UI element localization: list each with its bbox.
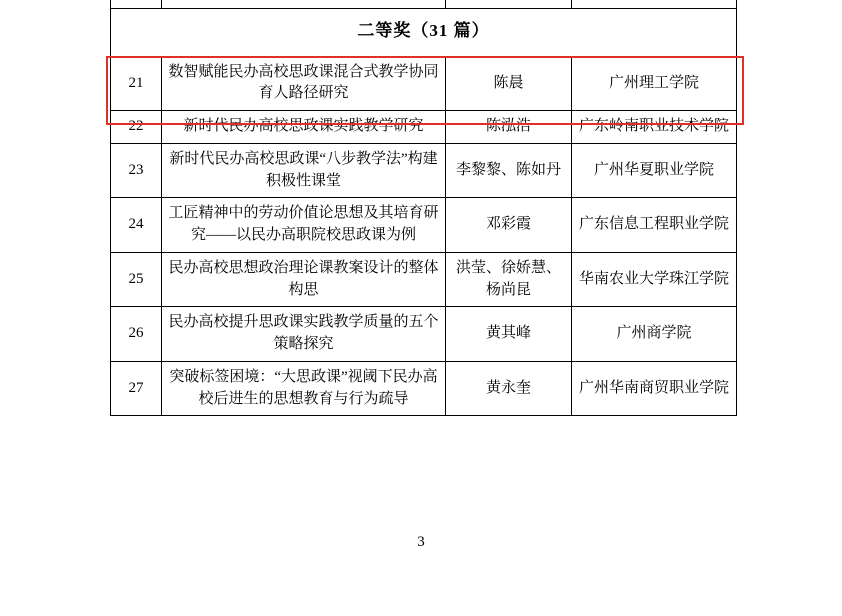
table-row (111, 198, 737, 253)
table-row (111, 361, 737, 416)
cell-title (162, 0, 446, 9)
page-number: 3 (417, 534, 425, 550)
cell-number: 21 (111, 56, 162, 111)
cell-author (446, 0, 572, 9)
cell-organization: 广州华夏职业学院 (572, 143, 737, 198)
cell-organization: 广东信息工程职业学院 (572, 198, 737, 253)
award-table (110, 0, 737, 416)
cell-number: 26 (111, 307, 162, 362)
table-row (111, 111, 737, 144)
cell-number: 24 (111, 198, 162, 253)
table-row-partial (111, 0, 737, 9)
cell-title: 工匠精神中的劳动价值论思想及其培育研究——以民办高职院校思政课为例 (162, 198, 446, 253)
table-row (111, 307, 737, 362)
award-heading: 二等奖（31 篇） (111, 9, 737, 57)
cell-author: 洪莹、徐娇慧、杨尚昆 (446, 252, 572, 307)
cell-organization: 华南农业大学珠江学院 (572, 252, 737, 307)
cell-author: 黄其峰 (446, 307, 572, 362)
cell-number (111, 0, 162, 9)
table-row-award-heading (111, 9, 737, 57)
cell-title: 民办高校提升思政课实践教学质量的五个策略探究 (162, 307, 446, 362)
cell-author: 李黎黎、陈如丹 (446, 143, 572, 198)
cell-organization (572, 0, 737, 9)
table-row (111, 143, 737, 198)
cell-title: 数智赋能民办高校思政课混合式教学协同育人路径研究 (162, 56, 446, 111)
cell-organization: 广州理工学院 (572, 56, 737, 111)
table-row (111, 56, 737, 111)
cell-organization: 广州华南商贸职业学院 (572, 361, 737, 416)
cell-number: 23 (111, 143, 162, 198)
cell-author: 黄永奎 (446, 361, 572, 416)
cell-title: 突破标签困境：“大思政课”视阈下民办高校后进生的思想教育与行为疏导 (162, 361, 446, 416)
cell-number: 22 (111, 111, 162, 144)
cell-organization: 广州商学院 (572, 307, 737, 362)
cell-title: 新时代民办高校思政课实践教学研究 (162, 111, 446, 144)
cell-title: 新时代民办高校思政课“八步教学法”构建积极性课堂 (162, 143, 446, 198)
cell-number: 25 (111, 252, 162, 307)
cell-author: 邓彩霞 (446, 198, 572, 253)
cell-author: 陈泓浩 (446, 111, 572, 144)
cell-number: 27 (111, 361, 162, 416)
cell-organization: 广东岭南职业技术学院 (572, 111, 737, 144)
table-row (111, 252, 737, 307)
cell-title: 民办高校思想政治理论课教案设计的整体构思 (162, 252, 446, 307)
cell-author: 陈晨 (446, 56, 572, 111)
